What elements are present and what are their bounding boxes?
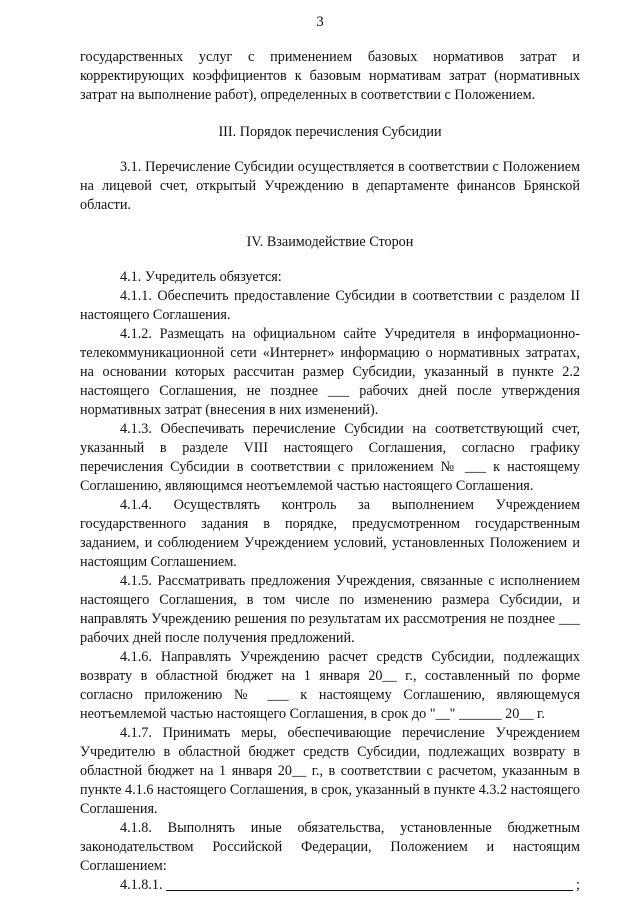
section-4-heading: IV. Взаимодействие Сторон bbox=[246, 234, 414, 250]
paragraph-4-1: 4.1. Учредитель обязуется: bbox=[120, 269, 282, 285]
page-number: 3 bbox=[316, 14, 324, 30]
paragraph-4-1-4: 4.1.4. Осуществлять контроль за выполнением Учреждением государственного задания в порядке, предусмотренном государственным заданием, и соблюдением Учреждением условий, установленных Положением и настоящим Соглашением. bbox=[80, 497, 580, 570]
paragraph-4-1-8: 4.1.8. Выполнять иные обязательства, установленные бюджетным законодательством Российской Федерации, Положением и настоящим Соглашением: bbox=[80, 820, 580, 874]
intro-paragraph: государственных услуг с применением базовых нормативов затрат и корректирующих коэффициентов к базовым нормативам затрат (нормативных затрат на выполнение работ), определенных в соответствии с Положением. bbox=[80, 49, 580, 103]
paragraph-3-1: 3.1. Перечисление Субсидии осуществляется в соответствии с Положением на лицевой счет, открытый Учреждению в департаменте финансов Брянской области. bbox=[80, 159, 580, 213]
paragraph-4-1-7: 4.1.7. Принимать меры, обеспечивающие перечисление Учреждением Учредителю в областной бюджет средств Субсидии, подлежащих возврату в областной бюджет на 1 января 20__ г., в соответствии с расчетом, указанным в пункте 4.1.6 настоящего Соглашения, в срок, указанный в пункте 4.3.2 настоящего Соглашения. bbox=[80, 725, 580, 817]
section-3-heading: III. Порядок перечисления Субсидии bbox=[218, 124, 442, 140]
paragraph-4-1-8-1-end: ; bbox=[576, 877, 580, 893]
paragraph-4-1-2: 4.1.2. Размещать на официальном сайте Учредителя в информационно-телекоммуникационной сети «Интернет» информацию о нормативных затратах, на основании которых рассчитан размер Субсидии, указанный в пункте 2.2 настоящего Соглашения, не позднее ___ рабочих дней после утверждения нормативных затрат (внесения в них изменений). bbox=[80, 326, 580, 418]
paragraph-4-1-8-1 bbox=[120, 876, 580, 895]
paragraph-4-1-8-1-label: 4.1.8.1. bbox=[120, 877, 163, 893]
paragraph-4-1-1: 4.1.1. Обеспечить предоставление Субсидии в соответствии с разделом II настоящего Соглашения. bbox=[80, 288, 580, 323]
paragraph-4-1-3: 4.1.3. Обеспечивать перечисление Субсидии на соответствующий счет, указанный в разделе VIII настоящего Соглашения, согласно графику перечисления Субсидии в соответствии с приложением № ___ к настоящему Соглашению, являющимся неотъемлемой частью настоящего Соглашения. bbox=[80, 421, 580, 494]
paragraph-4-1-5: 4.1.5. Рассматривать предложения Учреждения, связанные с исполнением настоящего Соглашения, в том числе по изменению размера Субсидии, и направлять Учреждению решения по результатам их рассмотрения не позднее ___ рабочих дней после получения предложений. bbox=[80, 573, 580, 646]
document-body bbox=[80, 48, 580, 895]
paragraph-4-1-6: 4.1.6. Направлять Учреждению расчет средств Субсидии, подлежащих возврату в областной бюджет на 1 января 20__ г., составленный по форме согласно приложению № ___ к настоящему Соглашению, являющемуся неотъемлемой частью настоящего Соглашения, в срок до "__" ______ 20__ г. bbox=[80, 649, 580, 722]
blank-fill-line bbox=[166, 876, 573, 891]
